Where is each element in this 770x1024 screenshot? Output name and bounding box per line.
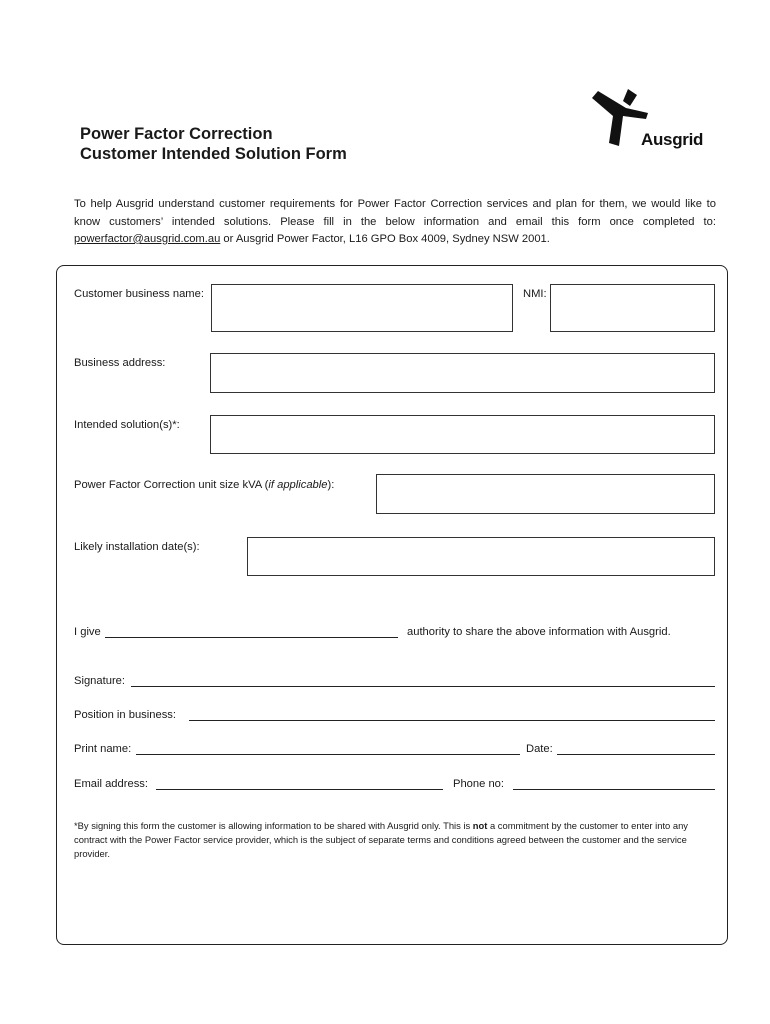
footnote-text: *By signing this form the customer is allowing information to be shared with Ausgrid only. This is — [74, 820, 473, 831]
customer-business-name-field[interactable] — [211, 284, 513, 332]
unit-size-label-italic: if applicable — [268, 479, 328, 491]
form-title-line-1: Power Factor Correction — [80, 125, 273, 143]
signature-label: Signature: — [74, 675, 125, 687]
unit-size-field[interactable] — [376, 474, 715, 514]
position-label: Position in business: — [74, 709, 176, 721]
footnote — [74, 819, 714, 861]
intro-text: To help Ausgrid understand customer requirements for Power Factor Correction services and plan for them, we would like to know customers’ intended solutions. Please fill in the below information and email this form once completed to: — [74, 198, 716, 228]
print-name-label: Print name: — [74, 743, 132, 755]
unit-size-label-text: Power Factor Correction unit size kVA ( — [74, 479, 269, 491]
phone-no-line[interactable] — [513, 789, 715, 790]
ausgrid-logo-text: Ausgrid — [641, 130, 704, 149]
unit-size-label — [74, 479, 334, 491]
footnote-text-end: a commitment by the customer to enter into any contract with the Power Factor service provider, which is the subject of separate terms and conditions agreed between the customer and the service provider. — [74, 820, 688, 859]
email-address-line[interactable] — [156, 789, 443, 790]
phone-no-label: Phone no: — [453, 778, 505, 790]
authority-name-line[interactable] — [105, 637, 398, 638]
nmi-label: NMI: — [523, 288, 547, 300]
email-link[interactable]: powerfactor@ausgrid.com.au — [74, 233, 221, 245]
installation-dates-field[interactable] — [247, 537, 715, 576]
intro-address-text: or Ausgrid Power Factor, L16 GPO Box 4009, Sydney NSW 2001. — [220, 233, 550, 245]
intro-paragraph — [74, 196, 716, 249]
installation-dates-label: Likely installation date(s): — [74, 541, 200, 553]
signature-line[interactable] — [131, 686, 715, 687]
position-line[interactable] — [189, 720, 715, 721]
business-address-field[interactable] — [210, 353, 715, 393]
intended-solutions-field[interactable] — [210, 415, 715, 454]
business-address-label: Business address: — [74, 357, 166, 369]
email-address-label: Email address: — [74, 778, 148, 790]
ausgrid-logo — [590, 86, 714, 152]
authority-label-end: authority to share the above information with Ausgrid. — [407, 626, 671, 638]
date-label: Date: — [526, 743, 553, 755]
authority-label-start: I give — [74, 626, 101, 638]
intended-solutions-label: Intended solution(s)*: — [74, 419, 180, 431]
nmi-field[interactable] — [550, 284, 715, 332]
customer-business-name-label: Customer business name: — [74, 288, 204, 300]
date-line[interactable] — [557, 754, 715, 755]
footnote-bold-word: not — [472, 820, 488, 831]
unit-size-label-end: ): — [327, 479, 335, 491]
form-title — [80, 124, 347, 164]
form-title-line-2: Customer Intended Solution Form — [80, 145, 347, 163]
print-name-line[interactable] — [136, 754, 520, 755]
